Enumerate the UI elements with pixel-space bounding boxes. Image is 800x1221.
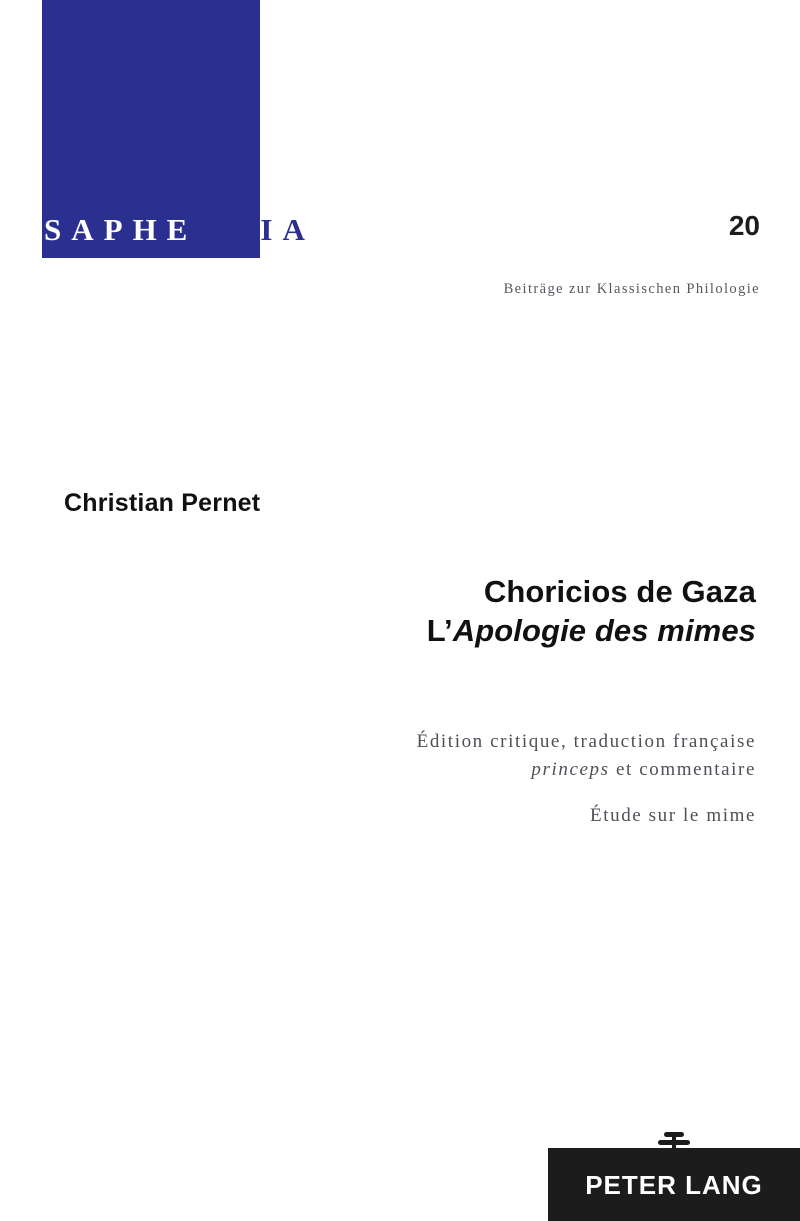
series-name-on-blue: SAPHE <box>44 212 198 247</box>
subtitle-line-2-italic: princeps <box>531 759 610 780</box>
title-line-1: Choricios de Gaza <box>483 574 756 609</box>
logo-arm-top <box>664 1132 684 1137</box>
publisher-bar <box>548 1148 800 1221</box>
publisher-name: PETER LANG <box>585 1170 763 1200</box>
subtitle-line-2 <box>96 756 756 784</box>
series-name-off-blue: NEIA <box>197 212 315 247</box>
subtitle-line-1: Édition critique, traduction française <box>416 731 756 752</box>
series-name <box>44 212 315 248</box>
logo-arm-middle <box>658 1140 690 1145</box>
subtitle-line-2-rest: et commentaire <box>609 759 756 780</box>
subtitle-line-3: Étude sur le mime <box>590 805 756 826</box>
title-line-2 <box>116 611 756 650</box>
title-line-2-italic: Apologie des mimes <box>452 613 756 648</box>
series-subtitle: Beiträge zur Klassischen Philologie <box>503 281 760 297</box>
title-line-2-prefix: L’ <box>426 613 453 648</box>
series-number: 20 <box>728 210 760 241</box>
subtitle-block <box>96 728 756 830</box>
series-block <box>42 0 760 310</box>
author-name: Christian Pernet <box>64 489 261 517</box>
title-block <box>116 572 756 650</box>
